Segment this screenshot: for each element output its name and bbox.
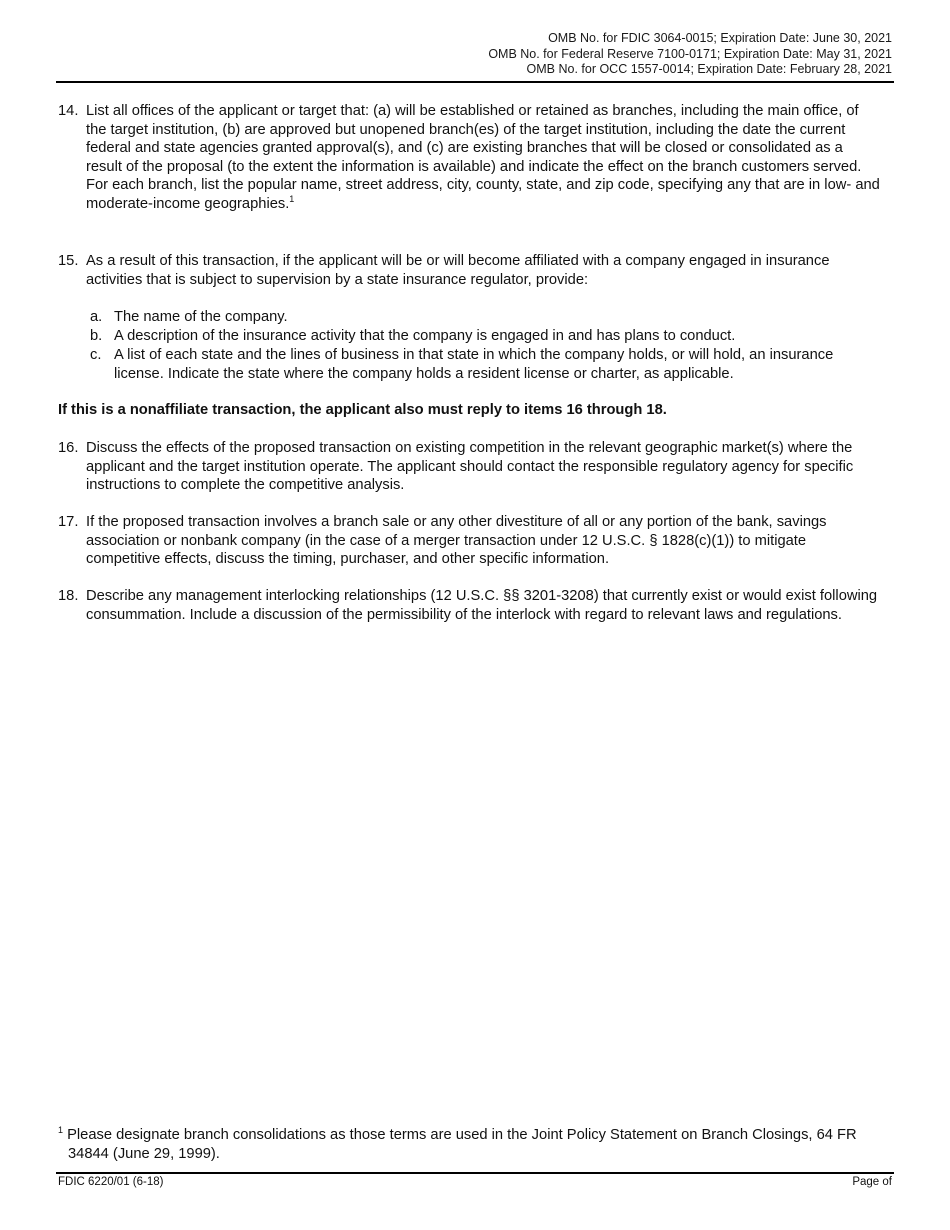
item-14 xyxy=(58,102,880,214)
omb-line-federal-reserve: OMB No. for Federal Reserve 7100-0171; Expiration Date: May 31, 2021 xyxy=(488,46,892,61)
item-15 xyxy=(58,252,880,289)
item-number: 16. xyxy=(58,440,79,456)
subitem-letter: a. xyxy=(90,309,103,325)
item-17 xyxy=(58,513,880,569)
item-16 xyxy=(58,439,880,495)
page-number: Page of xyxy=(852,1176,892,1188)
footnote-marker: 1 xyxy=(58,1125,64,1136)
nonaffiliate-note: If this is a nonaffiliate transaction, the applicant also must reply to items 16 through 18. xyxy=(58,402,667,418)
omb-line-fdic: OMB No. for FDIC 3064-0015; Expiration Date: June 30, 2021 xyxy=(548,31,892,45)
item-15a xyxy=(90,308,886,327)
footnote xyxy=(58,1126,888,1163)
item-number: 14. xyxy=(58,103,79,119)
item-number: 18. xyxy=(58,588,79,604)
item-text: Discuss the effects of the proposed transaction on existing competition in the relevant geographic market(s) where the applicant and the target institution operate. The applicant should contact the responsible regulatory agency for specific instructions to complete the competitive analysis. xyxy=(86,440,854,494)
footer-divider xyxy=(56,1172,894,1174)
subitem-text: A list of each state and the lines of business in that state in which the company holds, or will hold, an insurance license. Indicate the state where the company holds a resident license or charter, as applicable. xyxy=(114,347,834,382)
omb-line-occ: OMB No. for OCC 1557-0014; Expiration Date: February 28, 2021 xyxy=(526,62,892,76)
footnote-text: Please designate branch consolidations as those terms are used in the Joint Policy Statement on Branch Closings, 64 FR 34844 (June 29, 1999). xyxy=(67,1127,857,1162)
subitem-text: A description of the insurance activity that the company is engaged in and has plans to conduct. xyxy=(114,328,736,344)
form-id: FDIC 6220/01 (6-18) xyxy=(58,1176,164,1188)
header-divider xyxy=(56,81,894,83)
subitem-letter: c. xyxy=(90,347,102,363)
item-text: List all offices of the applicant or target that: (a) will be established or retained as branches, including the main office, of the target institution, (b) are approved but unopened branch(es) of the target institution, including the date the current federal and state agencies granted approval(s), and (c) are existing branches that will be closed or consolidated as a result of the proposal (to the extent the information is available) and indicate the effect on the branch customers served. For each branch, list the popular name, street address, city, county, state, and zip code, specifying any that are in low- and moderate-income geographies. xyxy=(86,103,880,212)
item-text: If the proposed transaction involves a branch sale or any other divestiture of all or any portion of the bank, savings association or nonbank company (in the case of a merger transaction under 12 U.S.C. § 1828(c)(1)) to mitigate competitive effects, discuss the timing, purchaser, and other specific information. xyxy=(86,514,827,568)
item-15c xyxy=(90,346,886,383)
subitem-text: The name of the company. xyxy=(114,309,288,325)
item-text: As a result of this transaction, if the applicant will be or will become affiliated with a company engaged in insurance activities that is subject to supervision by a state insurance regulator, provide: xyxy=(86,253,830,288)
item-15b xyxy=(90,327,886,346)
omb-header xyxy=(488,31,892,78)
footnote-ref[interactable]: 1 xyxy=(289,194,295,205)
item-number: 17. xyxy=(58,514,79,530)
item-text: Describe any management interlocking relationships (12 U.S.C. §§ 3201-3208) that currently exist or would exist following consummation. Include a discussion of the permissibility of the interlock with regard to relevant laws and regulations. xyxy=(86,588,878,623)
subitem-letter: b. xyxy=(90,328,103,344)
item-18 xyxy=(58,587,880,624)
item-number: 15. xyxy=(58,253,79,269)
